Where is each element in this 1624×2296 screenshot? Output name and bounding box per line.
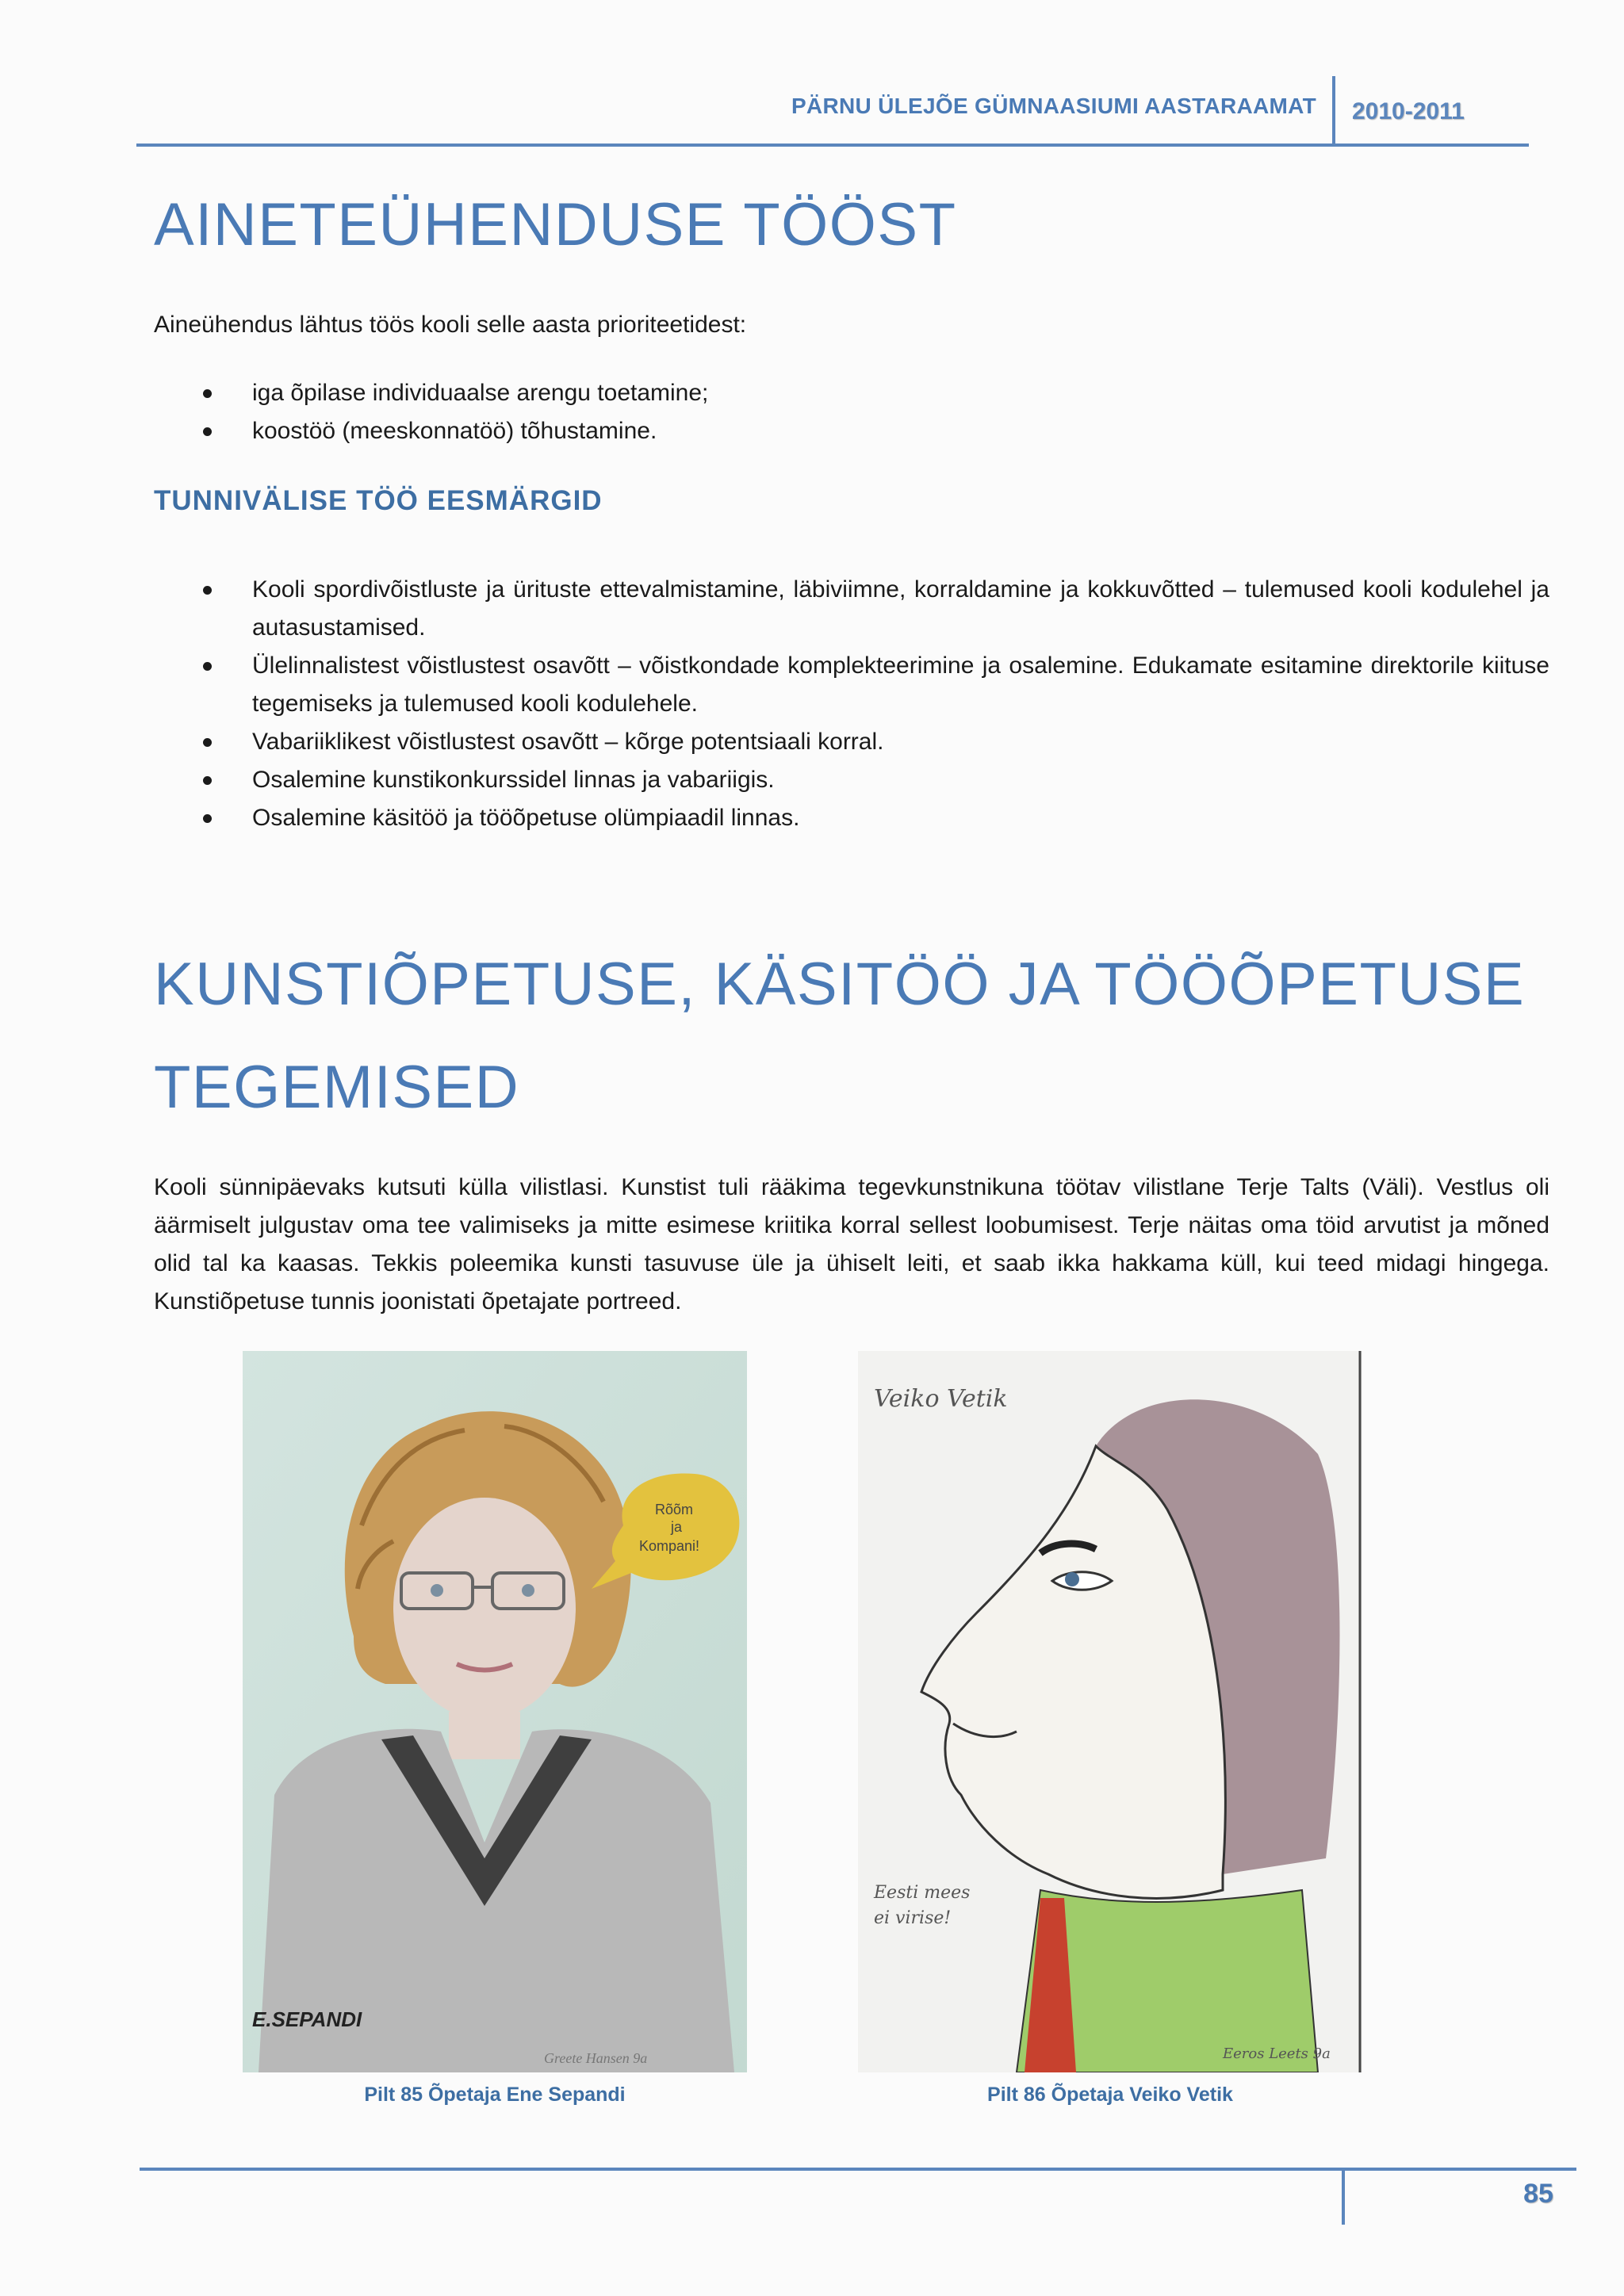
bullet-icon <box>203 662 212 671</box>
artist-signature: Greete Hansen 9a <box>544 2050 648 2066</box>
subheading-goals: TUNNIVÄLISE TÖÖ EESMÄRGID <box>154 485 603 516</box>
page-number: 85 <box>1523 2179 1553 2209</box>
bullet-icon <box>203 814 212 823</box>
bullet-icon <box>203 427 212 436</box>
yearbook-title: PÄRNU ÜLEJÕE GÜMNAASIUMI AASTARAAMAT <box>791 94 1316 118</box>
portrait-drawing-veiko-vetik <box>858 1351 1362 2072</box>
artist-signature: Eeros Leets 9a <box>1223 2045 1331 2062</box>
bullet-icon <box>203 389 212 398</box>
list-item: Osalemine kunstikonkurssidel linnas ja vabariigis. <box>154 761 1549 799</box>
yearbook-year: 2010-2011 <box>1352 98 1465 124</box>
list-item: koostöö (meeskonnatöö) tõhustamine. <box>154 412 1549 450</box>
footer-rule <box>140 2168 1576 2171</box>
header-divider <box>1332 76 1335 146</box>
footer-divider <box>1342 2169 1345 2225</box>
section-heading-art-crafts-line1: KUNSTIÕPETUSE, KÄSITÖÖ JA TÖÖÕPETUSE <box>154 951 1526 1018</box>
bubble-text-1: Rõõm <box>655 1502 694 1517</box>
list-item: Ülelinnalistest võistlustest osavõtt – võistkondade komplekteerimine ja osalemine. Edukamate esitamine direktorile kiituse tegemiseks ja tulemused kooli kodulehele. <box>154 647 1549 723</box>
portrait-drawing-ene-sepandi <box>243 1351 747 2072</box>
bullet-icon <box>203 586 212 595</box>
priority-list <box>154 374 1549 450</box>
goals-list <box>154 571 1549 837</box>
note-line-1: Eesti mees <box>874 1883 971 1903</box>
note-line-2: ei virise! <box>874 1908 952 1928</box>
list-item: Kooli spordivõistluste ja ürituste ettevalmistamine, läbiviimne, korraldamine ja kokkuvõtted – tulemused kooli kodulehel ja autasustamised. <box>154 571 1549 647</box>
bubble-text-3: Kompani! <box>639 1538 700 1554</box>
bullet-icon <box>203 738 212 747</box>
drawing-name-label: E.SEPANDI <box>252 2007 362 2031</box>
list-item: Vabariiklikest võistlustest osavõtt – kõrge potentsiaali korral. <box>154 723 1549 761</box>
art-paragraph: Kooli sünnipäevaks kutsuti külla vilistlasi. Kunstist tuli rääkima tegevkunstnikuna töötav vilistlane Terje Talts (Väli). Vestlus oli äärmiselt julgustav oma tee valimiseks ja mitte esimese kriitika korral sellest loobumisest. Terje näitas oma töid arvutist ja mõned olid tal ka kaasas. Tekkis poleemika kunsti tasuvuse üle ja ühiselt leiti, et saab ikka hakkama küll, kui teed midagi hingega. Kunstiõpetuse tunnis joonistati õpetajate portreed. <box>154 1174 1549 1314</box>
bullet-icon <box>203 776 212 785</box>
list-item: Osalemine käsitöö ja tööõpetuse olümpiaadil linnas. <box>154 799 1549 837</box>
list-item: iga õpilase individuaalse arengu toetamine; <box>154 374 1549 412</box>
figure-caption-85: Pilt 85 Õpetaja Ene Sepandi <box>364 2084 626 2106</box>
section-heading-art-crafts-line2: TEGEMISED <box>154 1054 520 1121</box>
section-intro: Aineühendus lähtus töös kooli selle aasta prioriteetidest: <box>154 312 747 338</box>
bubble-text-2: ja <box>671 1519 683 1535</box>
figure-caption-86: Pilt 86 Õpetaja Veiko Vetik <box>987 2084 1233 2106</box>
header-rule <box>136 144 1529 147</box>
section-heading-subject-union: AINETEÜHENDUSE TÖÖST <box>154 191 957 258</box>
drawing-name-label: Veiko Vetik <box>874 1385 1008 1413</box>
